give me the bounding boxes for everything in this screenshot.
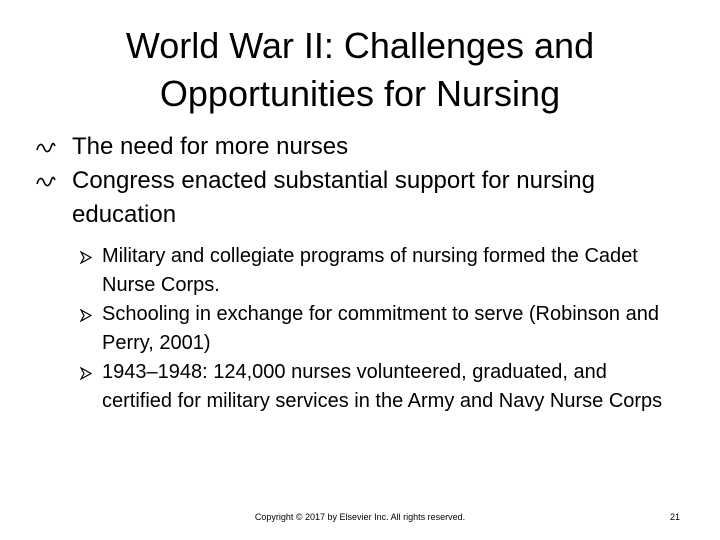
arrowhead-bullet-icon — [80, 251, 92, 264]
subbullet-item-cadet-nurse-corps — [0, 242, 682, 300]
bullet-text: Congress enacted substantial support for nursing education — [72, 167, 595, 228]
arrowhead-bullet-icon — [80, 309, 92, 322]
subbullet-list — [0, 242, 720, 416]
subbullet-text: Schooling in exchange for commitment to serve (Robinson and Perry, 2001) — [102, 303, 659, 354]
page-number: 21 — [669, 512, 680, 522]
footer-copyright: Copyright © 2017 by Elsevier Inc. All rights reserved. — [254, 512, 466, 522]
slide-title — [60, 22, 660, 118]
wave-bullet-icon — [36, 142, 56, 154]
bullet-list — [0, 130, 720, 232]
bullet-item-congress-support — [0, 164, 672, 232]
subbullet-item-schooling-exchange — [0, 300, 682, 358]
wave-bullet-icon — [36, 176, 56, 188]
slide-title-line-1: World War II: Challenges and — [125, 25, 595, 66]
subbullet-item-nurses-volunteered — [0, 358, 682, 416]
bullet-text: The need for more nurses — [72, 133, 349, 160]
arrowhead-bullet-icon — [80, 367, 92, 380]
subbullet-text: Military and collegiate programs of nursing formed the Cadet Nurse Corps. — [102, 245, 638, 296]
subbullet-text: 1943–1948: 124,000 nurses volunteered, graduated, and certified for military services in the Army and Navy Nurse Corps — [102, 361, 663, 412]
bullet-item-need-for-nurses — [0, 130, 672, 164]
slide-title-line-2: Opportunities for Nursing — [159, 73, 561, 114]
